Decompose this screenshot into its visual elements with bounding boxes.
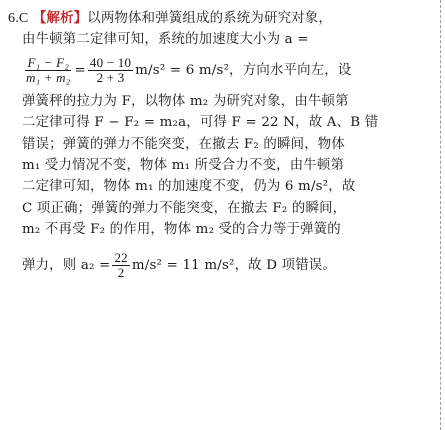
- equals-sign: =: [74, 63, 86, 79]
- line-3-text: m/s² = 6 m/s²，方向水平向左，设: [135, 63, 352, 79]
- line-8: [8, 176, 434, 197]
- fraction-numerator: F₁ − F₂: [27, 55, 70, 71]
- line-3: [8, 51, 434, 91]
- line-7: [8, 155, 434, 176]
- line-7-text: m₁ 受力情况不变，物体 m₁ 所受合力不变，由牛顿第: [22, 157, 345, 173]
- fraction-numerator: 40 − 10: [89, 55, 132, 71]
- line-6-text: 错误；弹簧的弹力不能突变，在撤去 F₂ 的瞬间，物体: [22, 136, 345, 152]
- line-9: [8, 198, 434, 219]
- line-10: [8, 219, 434, 240]
- line-5-text: 二定律可得 F − F₂ = m₂a，可得 F = 22 N，故 A、B 错: [22, 115, 379, 131]
- line-2: [8, 29, 434, 50]
- line-9-text: C 项正确；弹簧的弹力不能突变，在撤去 F₂ 的瞬间，: [22, 200, 347, 216]
- line-10-text: m₂ 不再受 F₂ 的作用，物体 m₂ 受的合力等于弹簧的: [22, 222, 341, 238]
- line-11-tail: m/s² = 11 m/s²，故 D 项错误。: [131, 257, 336, 273]
- line-5: [8, 112, 434, 133]
- question-number: 6.: [8, 11, 19, 26]
- line-2-text: 由牛顿第二定律可知，系统的加速度大小为 a =: [22, 32, 309, 48]
- answer-letter: C: [18, 11, 29, 26]
- fraction-accel: [112, 251, 129, 280]
- line-4: [8, 91, 434, 112]
- fraction-denominator: 2 + 3: [96, 70, 125, 86]
- dashed-margin-line: [440, 0, 441, 430]
- fraction-denominator: 2: [117, 265, 125, 281]
- solution-text: [8, 8, 434, 285]
- line-6: [8, 134, 434, 155]
- analysis-tag: 【解析】: [32, 10, 88, 26]
- line-4-text: 弹簧秤的拉力为 F，以物体 m₂ 为研究对象，由牛顿第: [22, 93, 349, 109]
- line-1: [8, 8, 434, 29]
- line-11-text: 弹力，则 a₂ =: [22, 257, 111, 273]
- fraction-force-over-mass: [24, 56, 73, 85]
- fraction-numeric: [88, 56, 133, 85]
- fraction-denominator: m₁ + m₂: [26, 70, 71, 86]
- fraction-numerator: 22: [114, 250, 128, 266]
- line-11: [8, 247, 434, 285]
- line-1-text: 以两物体和弹簧组成的系统为研究对象，: [87, 11, 332, 26]
- line-8-text: 二定律可知，物体 m₁ 的加速度不变，仍为 6 m/s²，故: [22, 179, 356, 195]
